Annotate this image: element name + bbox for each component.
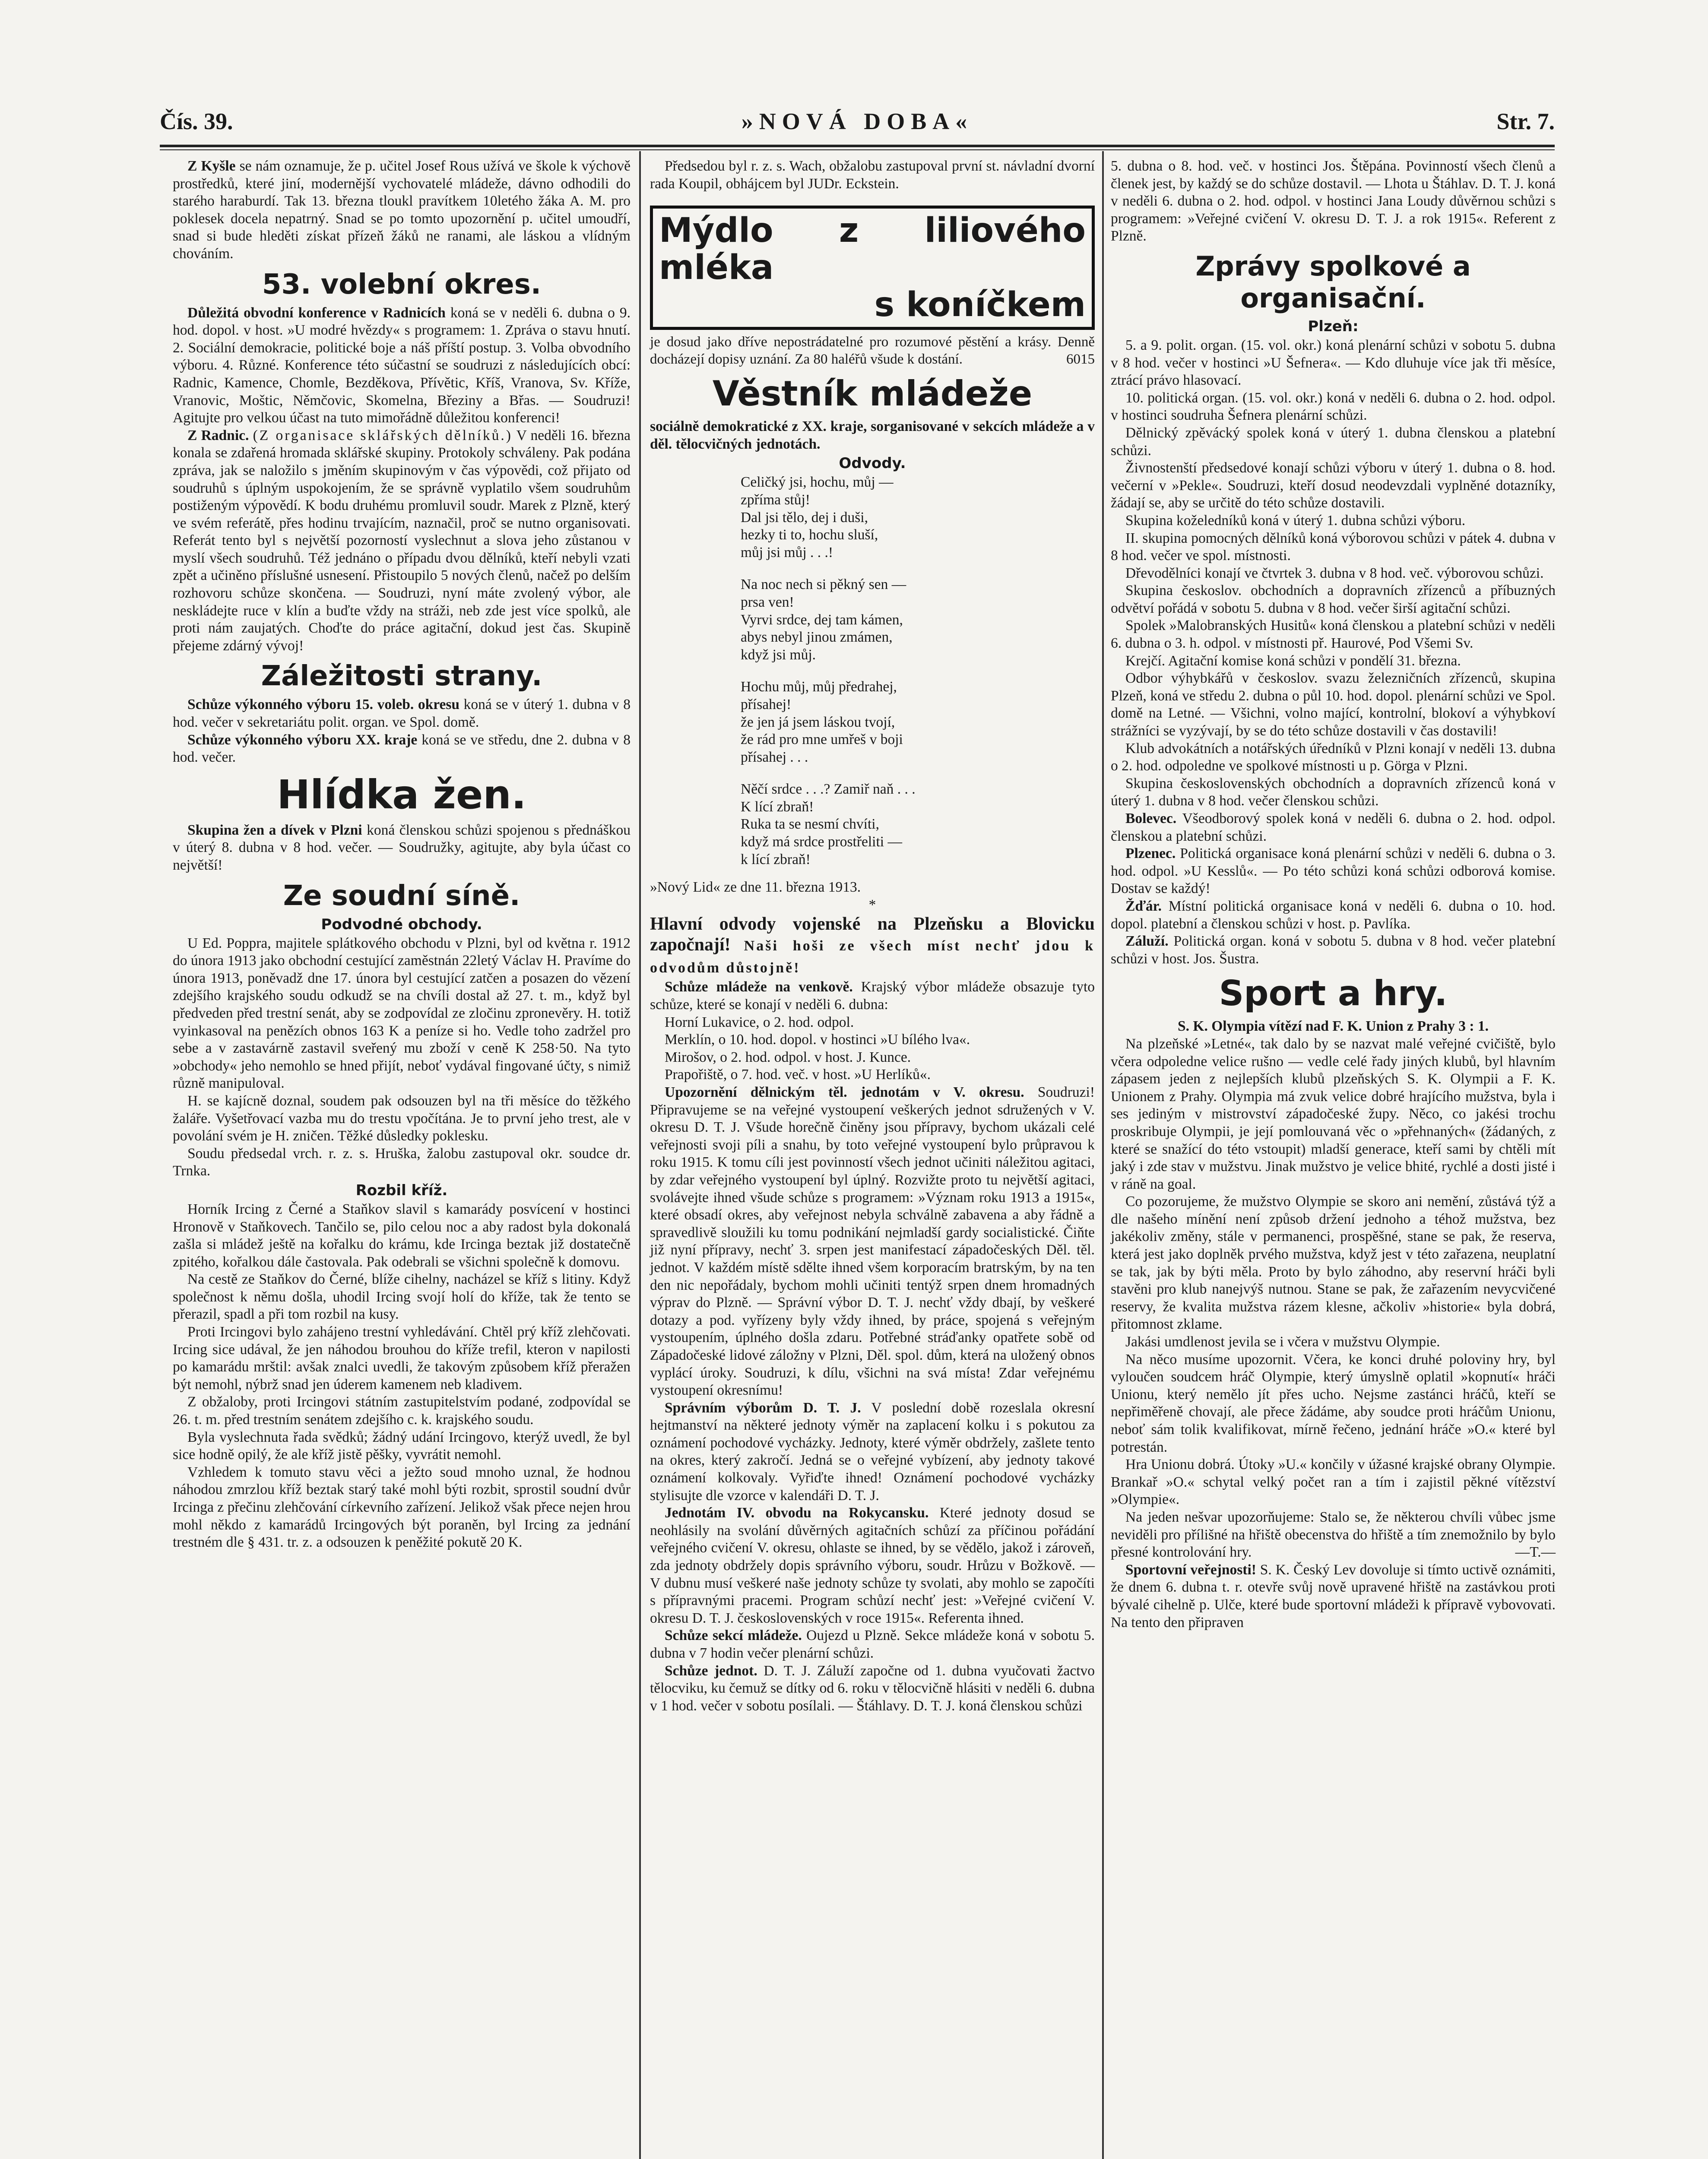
subheading-rozbil-kriz: Rozbil kříž. [355,1181,448,1199]
sport-paragraph-5: Hra Unionu dobrá. Útoky »U.« končily v úžasné krajské obrany Olympie. Brankař »O.« schytal velký počet ran a tím i zajistil pěkné vítězství »Olympie«. [1111,1456,1556,1508]
heading-hlidka-zen: Hlídka žen. [277,771,526,818]
venkov-item-1: Horní Lukavice, o 2. hod. odpol. [665,1014,854,1030]
notice-schuze-1: Schůze výkonného výboru 15. voleb. okresu koná se v úterý 1. dubna v 8 hod. večer v sekretariátu polit. organ. ve Spol. domě. [173,696,631,731]
article-radnice-2: Z Radnic. (Z organisace sklářských dělníků.) V neděli 16. března konala se zdařená hromada sklářské skupiny. Protokoly schváleny. Pak podána zpráva, jak se naložilo s jměním skupinovým v čas výpovědi, což přijato od soudruhů s úplným uspokojením, že se správně vyplatilo všem soudruhům postiženým výpovědí. K bodu druhému promluvil soudr. Marek z Plzně, který ve svém referátě, přes hodinu trvajícím, naznačil, proč se nutno organisovati. Referát tento byl s největší pozorností vyslechnut a slova jeho zůstanou v myslí všech soudruhů. Též jednáno o případu dvou dělníků, kteří nebyli vzati zpět a učiněno příslušné usnesení. Přistoupilo 5 nových členů, načež po delším rozhovoru schůze skončena. — Soudruzi, nyní máte zvolený výbor, ale neskládejte ruce v klín a buďte vždy na stráži, neb zde jest více spolků, ale proti nám zaujatých. Choďte do práce agitační, dokud jest čas. Skupině přejeme zdárný vývoj! [173,427,631,654]
poem-stanza-gap [741,766,1095,781]
poem-line: Ruka ta se nesmí chvíti, [741,816,879,833]
plzen-item: Odbor výhybkářů v českoslov. svazu železničních zřízenců, skupina Plzeň, koná ve středu 2. dubna o půl 10. hod. dopol. plenární schůzi ve Spol. domě na Letné. — Všichni, volno mající, kontrolní, blokoví a výhybkoví strážníci se vyzývají, by se do této schůze dostavili v čas dostavili! [1111,670,1556,739]
column-divider-1 [639,151,641,2159]
poem-line: že rád pro mne umřeš v boji [741,731,903,748]
jednotam-rokycansko: Jednotám IV. obvodu na Rokycansku. Které jednoty dosud se neohlásily na svolání důvěrných agitačních schůzí za příčinou pořádání veřejného cvičení V. okresu, ohlaste se ihned, by se vědělo, jakož i zároveň, zda jednoty obdržely dopis správního výboru, soudr. Hrůzu v Božkově. — V dubnu musí veškeré naše jednoty schůze ty svolati, aby mohlo se započíti s přípravnými pracemi. Program schůzí nechť jest: »Veřejné cvičení V. okresu D. T. J. československých v roce 1915«. Referenta ihned. [650,1505,1095,1626]
kriz-paragraph-6: Vzhledem k tomuto stavu věci a ježto soud mnoho uznal, že hodnou náhodou zmrzlou kříž beztak starý také mohl býti rozbit, sprostil soudní dvůr Ircinga z přečinu zlehčování církevního zařízení. Jelikož však přece nejen hrou mohl někdo z kamarádů Ircingových být poraněn, byl Ircing za jednání trestném dle § 431. tr. z. a odsouzen k peněžité pokutě 20 K. [173,1464,631,1551]
vestnik-subtitle: sociálně demokratické z XX. kraje, sorganisované v sekcích mládeže a v děl. tělocvičných jednotách. [650,418,1095,452]
poem-source: »Nový Lid« ze dne 11. března 1913. [650,879,861,896]
plzen-items-list [1111,337,1556,810]
sport-paragraph-1: Na plzeňské »Letné«, tak dalo by se nazvat malé veřejné cvičiště, bylo včera odpoledne velice rušno — vedle celé řady jiných klubů, byl hlavním zápasem jeden z nejlepších klubů plzeňských S. K. Olympii a F. K. Unionem z Prahy. Olympia má zvuk velice dobré hrajícího mužstva, byla i ses jediným v mistrovství západočeské župy. Něco, co jakési trochu proskribuje Olympii, je její pomlouvaná věc o »přehnaných« (žádaných, z které se snažící do této vstoupit) mladší generace, kteří sami by chtěli mít jaký i zde stav v mužstvu. Jinak mužstvo je velice bhité, rychlé a dosti jisté i v ráně na goal. [1111,1035,1556,1192]
sport-paragraph-4: Na něco musíme upozornit. Včera, ke konci druhé poloviny hry, byl vyloučen soudcem hráč Olympie, který úmyslně oplatil »kopnutí« hráči Unionu, který nemělo jít přes ucho. Nejsme zastánci hráčů, kteří se nepřiměřeně chovají, ale přece žádáme, aby soudce proti hráčům Unionu, neboť sám tolik kvalifikovat, mírně řečeno, jednání hráče »O.« které byl potrestán. [1111,1351,1556,1455]
poem-line: Něčí srdce . . .? Zamiř naň . . . [741,781,916,798]
header-rule-thin [160,149,1555,150]
separator-star: * [868,896,876,913]
poem-line: k lící zbraň! [741,851,811,867]
poem-line: abys nebyl jinou zmámen, [741,629,893,646]
notice-zaluzi: Záluží. Politická organ. koná v sobotu 5. dubna v 8 hod. večer platební schůzi v host. Jos. Šustra. [1111,933,1556,967]
column-2 [650,158,1095,1715]
poem-stanza-gap [741,664,1095,678]
heading-53-okres: 53. volební okres. [262,268,542,301]
ad-title-line-1: Mýdlo z liliového mléka [659,211,1086,288]
poem-line: hezky ti to, hochu sluší, [741,527,878,543]
spravnim-vyborum: Správním výborům D. T. J. V poslední době rozeslala okresní hejtmanství na některé jednoty výměr na zaplacení kolku i s pokutou za oznámení pochodové vycházky. Jednoty, které výměr obdržely, zašlete tento na okres, který zakročí. Jedná se o veřejné vybízení, aby jednoty takové oznámení kolkovaly. Vyřiďte ihned! Oznámení pochodové vycházky stylisujte dle vzorce v kalendáři D. T. J. [650,1399,1095,1504]
article-kysle: Z Kyšle se nám oznamuje, že p. učitel Josef Rous užívá ve škole k výchově prostředků, které jiní, modernější vychovatelé mládeže, dávno odhodili do starého haraburdí. Tak 13. března tloukl pravítkem 10letého žáka A. M. pro poklesek docela nepatrný. Snad se po tomto upozornění p. učitel umoudří, snad si bude hleděti získat přízeň žáků ne ranami, ale láskou a vlídným chováním. [173,158,631,262]
poem-line: že jen já jsem láskou tvojí, [741,714,895,730]
poem-line: přísahej! [741,696,792,712]
soud-paragraph-3: Soudu předsedal vrch. r. z. s. Hruška, žalobu zastupoval okr. soudce dr. Trnka. [173,1145,631,1179]
poem-line: Na noc nech si pěkný sen — [741,576,906,593]
jednoty-continuation: 5. dubna o 8. hod. več. v hostinci Jos. Štěpána. Povinností všech členů a členek jest, by každý se do schůze dostavil. — Lhota u Štáhlav. D. T. J. koná v neděli 6. dubna o 2. hod. odpol. v hostinci Jana Loudy důvěrnou schůzi s programem: »Veřejné cvičení V. okresu D. T. J. a rok 1915«. Referent z Plzně. [1111,158,1556,244]
page-header [160,104,1555,142]
notice-zdar: Žďár. Místní politická organisace koná v neděli 6. dubna o 10. hod. dopol. platební a členskou schůzi v host. p. Pavlíka. [1111,898,1556,932]
poem-line: prsa ven! [741,594,794,610]
notice-schuze-2: Schůze výkonného výboru XX. kraje koná se ve středu, dne 2. dubna v 8 hod. večer. [173,731,631,766]
column-1 [173,158,631,1551]
notice-plzenec: Plzenec. Politická organisace koná plenární schůzi v neděli 6. dubna o 3. hod. odpol. »U Kesslů«. — Po této schůzi koná schůzi odborová komise. Dostav se každý! [1111,845,1556,897]
plzen-item: Skupina československých obchodních a dopravních zřízenců koná v úterý 1. dubna v 8 hod. večer členskou schůzi. [1111,775,1556,809]
kriz-paragraph-3: Proti Ircingovi bylo zahájeno trestní vyhledávání. Chtěl prý kříž zlehčovati. Ircing sice udával, že jen náhodou brouhou do kříže trefil, kteron v napilosti po kamarádu mrštil: avšak znalci uvedli, že takovým způsobem kříž přeražen být nemohl, nýbrž snad jen úderem kamenem neb kladivem. [173,1324,631,1393]
column-divider-2 [1102,151,1104,2159]
plzen-item: Spolek »Malobranských Husitů« koná členskou a platební schůzi v neděli 6. dubna o 3. h. odpol. v místnosti př. Haurové, Pod Všemi Sv. [1111,617,1556,652]
newspaper-title: »NOVÁ DOBA« [741,108,973,134]
plzen-item: 5. a 9. polit. organ. (15. vol. okr.) koná plenární schůzi v sobotu 5. dubna v 8 hod. večer v hostinci »U Šefnera«. — Kdo dluhuje více jak tři měsíce, ztrácí právo hlasovací. [1111,337,1556,389]
plzen-item: II. skupina pomocných dělníků koná výborovou schůzi v pátek 4. dubna v 8 hod. večer ve spol. místnosti. [1111,530,1556,564]
ad-title-line-2: s koníčkem [874,285,1086,325]
poem-line: Hochu můj, můj předrahej, [741,679,897,695]
plzen-item: Dělnický zpěvácký spolek koná v úterý 1. dubna členskou a platební schůzi. [1111,424,1556,459]
header-rule [160,145,1555,147]
kriz-paragraph-5: Byla vyslechnuta řada svědků; žádný udání Ircingovo, kterýž uvedl, že byl sice hodně opilý, že ale kříž jistě pěšky, vyvrátit nemohl. [173,1429,631,1463]
plzen-item: 10. politická organ. (15. vol. okr.) koná v neděli 6. dubna o 2. hod. odpol. v hostinci soudruha Šefnera plenární schůzi. [1111,389,1556,424]
plzen-item: Krejčí. Agitační komise koná schůzi v pondělí 31. března. [1125,652,1461,669]
poem-line: Dal jsi tělo, dej i duši, [741,509,868,526]
schuze-sekci: Schůze sekcí mládeže. Oujezd u Plzně. Sekce mládeže koná v sobotu 5. dubna v 7 hodin večer plenární schůzi. [650,1627,1095,1661]
sport-paragraph-6: Na jeden nešvar upozorňujeme: Stalo se, že některou chvíli vůbec jsme neviděli pro přílišné na hřiště obecenstva do hřiště a tím znemožnilo by bylo přesné kontrolování hry. —T.— [1111,1509,1556,1561]
sport-paragraph-2: Co pozorujeme, že mužstvo Olympie se skoro ani nemění, zůstává týž a dle našeho mínění není způsob držení jednoho a téhož mužstva, bez jakékoliv změny, stále v permanenci, prospěšné, stane se pak, že reserva, která jest jako doplněk prvého mužstva, když jest v této zařazena, neuplatní se tak, jak by býti měla. Proto by bylo záhodno, aby reservní hráči byli stavěni pro klub nanejvýš nutnou. Stane se pak, že zařazením nevycvičené reservy, že kvalita mužstva rázem klesne, ačkoliv »historie« byla dobrá, přitomnost zklame. [1111,1193,1556,1333]
heading-soudni-sin: Ze soudní síně. [283,880,520,912]
poem-line: můj jsi můj . . .! [741,544,833,560]
plzen-item: Skupina českoslov. obchodních a dopravních zřízenců a příbuzných odvětví pořádá v sobotu 5. dubna v 8 hod. večer širší agitační schůzi. [1111,582,1556,616]
plzen-item: Živnostenští předsedové konají schůzi výboru v úterý 1. dubna o 8. hod. večerní v »Pekle«. Soudruzi, kteří dosud neodevzdali vyplněné dotazníky, žádají se, aby se určitě do této schůze dostavili. [1111,460,1556,511]
advertisement-box [650,206,1095,330]
poem-stanza-gap [741,561,1095,576]
heading-sport-a-hry: Sport a hry. [1219,973,1448,1014]
sport-paragraph-7: Sportovní veřejnosti! S. K. Český Lev dovoluje si tímto uctivě oznámiti, že dnem 6. dubna t. r. otevře svůj nově upravené hřiště na zastávkou proti bývalé cihelně p. Ulče, které bude sportovní mládeži k přípravě vybovovati. Na tento den připraven [1111,1561,1556,1630]
poem-line: K lící zbraň! [741,798,814,815]
heading-zpravy-spolkove: Zprávy spolkové a organisační. [1195,250,1471,314]
venkov-item-4: Prapořiště, o 7. hod. več. v host. »U Herlíků«. [665,1067,931,1083]
heading-vestnik-mladeze: Věstník mládeže [712,374,1033,414]
upozorneni-jednotam: Upozornění dělnickým těl. jednotám v V. okresu. Soudruzi! Připravujeme se na veřejné vystoupení veškerých jednot sdružených v V. okresu D. T. J. Všude horečně činěny jsou přípravy, bychom ukázali celé veřejnosti svoji píli a snahu, by toto veřejné vystoupení bylo průpravou k roku 1915. K tomu cíli jest povinností všech jednot učiniti náležitou agitaci, by zdar veřejného vystoupení byl úplný. Rozvižte proto tu největší agitaci, svolávejte ihned všude schůze s programem: »Význam roku 1913 a 1915«, které obsadí okres, aby veřejnost nebyla schválně zabavena a aby řádně a spravedlivě sloužili ku tomu podnikání nejmladší gardy socialistické. Čiňte již nyní přípravy, nechť 3. srpen jest manifestací západočeských Děl. těl. jednot. V každém místě sdělte ihned všem korporacím bratrským, by na ten den nic nepořádaly, bychom mohli učiniti tentýž srpen dnem hromadných výprav do Plzně. — Správní výbor D. T. J. nechť vždy dbají, by veškeré dotazy a pod. vyřízeny byly vždy ihned, by práce, spojená s veřejným vystoupením, úplného došla zdaru. Potřebné stráďanky opatřete sobě od Západočeské lidové záložny v Plzni, Děl. spol. dům, která na uložený obnos vyplácí úroky. Soudruzi, k dílu, všichni na svá místa! Zdar veřejnému vystoupení okresnímu! [650,1084,1095,1399]
subheading-odvody: Odvody. [839,455,906,472]
ad-text: je dosud jako dříve nepostrádatelné pro rozumové pěstění a krásy. Denně docházejí dopisy uznání. Za 80 haléřů všude k dostání. 6015 [650,334,1095,367]
poem-line: Vyrvi srdce, dej tam kámen, [741,611,903,628]
heading-zalezitosti: Záležitosti strany. [261,660,542,693]
poem-line: když jsi můj. [741,646,816,663]
poem-line: když má srdce prostřeliti — [741,834,902,850]
plzen-item: Dřevodělníci konají ve čtvrtek 3. dubna v 8 hod. več. výborovou schůzi. [1125,565,1544,581]
page-number: Str. 7. [1496,108,1555,134]
sport-match-title: S. K. Olympia vítězí nad F. K. Union z Prahy 3 : 1. [1178,1018,1489,1035]
venkov-item-3: Mirošov, o 2. hod. odpol. v host. J. Kunce. [665,1049,911,1065]
notice-bolevec: Bolevec. Všeodborový spolek koná v neděli 6. dubna o 2. hod. odpol. členskou a platební schůzi. [1111,810,1556,844]
issue-number: Čís. 39. [160,108,233,134]
notice-zeny: Skupina žen a dívek v Plzni koná členskou schůzi spojenou s přednáškou v úterý 8. dubna v 8 hod. večer. — Soudružky, agitujte, aby byla účast co největší! [173,822,631,873]
article-radnice: Důležitá obvodní konference v Radnicích koná se v neděli 6. dubna o 9. hod. dopol. v host. »U modré hvězdy« s programem: 1. Zpráva o stavu hnutí. 2. Sociální demokracie, politické boje a náš příští postup. 3. Volba obvodního výboru. 4. Různé. Konference této súčastní se soudruzi z následujících obcí: Radnic, Kamence, Chomle, Bezděkova, Přívětic, Kříš, Vranova, Sv. Kříže, Vranovic, Moštic, Němčovic, Skomelna, Březiny a Břas. — Soudruzi! Agitujte pro velkou účast na tuto mimořádně důležitou konferenci! [173,304,631,426]
venkov-item-2: Merklín, o 10. hod. dopol. v hostinci »U bílého lva«. [665,1032,970,1048]
soud-predseda: Předsedou byl r. z. s. Wach, obžalobu zastupoval první st. návladní dvorní rada Koupil, obhájcem byl JUDr. Eckstein. [650,158,1095,192]
soud-paragraph-1: U Ed. Poppra, majitele splátkového obchodu v Plzni, byl od května r. 1912 do února 1913 jako obchodní cestující zaměstnán 22letý Václav H. Pravíme do února 1913, poněvadž dne 17. února byl cestující zatčen a posazen do vězení zdejšího krajského soudu odkudž se na chvíli dostal až 27. t. m., když byl předveden před trestní senát, aby se zodpovídal ze zločinu zpronevěry. H. totiž vyinkasoval na penězích obnos 163 K a peníze si ho. Vedle toho zadržel pro sebe a v zastavárně zastavil sveřený mu zboží v ceně K 258·50. Na tyto »obchody« jeho nemohlo se hned přijít, neboť vydával fingované účty, s nimiž různě manipuloval. [173,935,631,1092]
kriz-paragraph-4: Z obžaloby, proti Ircingovi státním zastupitelstvím podané, zodpovídal se 26. t. m. před trestním senátem zdejšího c. k. krajského soudu. [173,1394,631,1428]
plzen-item: Klub advokátních a notářských úředníků v Plzni konají v neděli 13. dubna o 2. hod. odpoledne ve spolkové místnosti u p. Görga v Plzni. [1111,740,1556,774]
sport-paragraph-3: Jakási umdlenost jevila se i včera v mužstvu Olympie. [1125,1334,1440,1350]
poem-line: zpříma stůj! [741,491,810,508]
odvody-announcement: Hlavní odvody vojenské na Plzeňsku a Blovicku započnají! Naši hoši ze všech míst nechť jdou k odvodům důstojně! [650,914,1095,976]
subheading-plzen: Plzeň: [1308,317,1359,335]
poem-line: přísahej . . . [741,749,808,765]
kriz-paragraph-2: Na cestě ze Staňkov do Černé, blíže cihelny, nacházel se kříž s litiny. Když společnost k němu došla, uhodil Ircing svojí holí do kříže, tak že tento se přerazil, spadl a při tom rozbil na kusy. [173,1271,631,1323]
subheading-podvodne-obchody: Podvodné obchody. [321,915,482,933]
column-3 [1111,158,1556,1631]
schuze-jednot: Schůze jednot. D. T. J. Záluží započne od 1. dubna vyučovati žactvo tělocviku, ku čemuž se dítky od 6. roku v tělocvičně hlásiti v neděli 6. dubna v 1 hod. večer v sobotu posílali. — Štáhlavy. D. T. J. koná členskou schůzi [650,1662,1095,1714]
schuze-venkov: Schůze mládeže na venkově. Krajský výbor mládeže obsazuje tyto schůze, které se konají v neděli 6. dubna: [650,979,1095,1013]
soud-paragraph-2: H. se kajícně doznal, soudem pak odsouzen byl na tři měsíce do těžkého žaláře. Vyšetřovací vazba mu do trestu vpočítána. Je to první jeho trest, ale v povolání svém je H. zničen. Těžké důsledky poklesku. [173,1092,631,1144]
plzen-item: Skupina koželedníků koná v úterý 1. dubna schůzi výboru. [1125,512,1466,529]
kriz-paragraph-1: Horník Ircing z Černé a Staňkov slavil s kamarády posvícení v hostinci Hronově v Staňkovech. Tančilo se, pilo celou noc a aby radost byla dokonalá zašla si mládež ještě na kořalku do krámu, kde Ircinga beztak již dostatečně zpitého, kořalkou dále častovala. Pak odebrali se všichni společně k domovu. [173,1201,631,1270]
poem-line: Celičký jsi, hochu, můj — [741,474,894,491]
poem-odvody [650,474,1095,868]
